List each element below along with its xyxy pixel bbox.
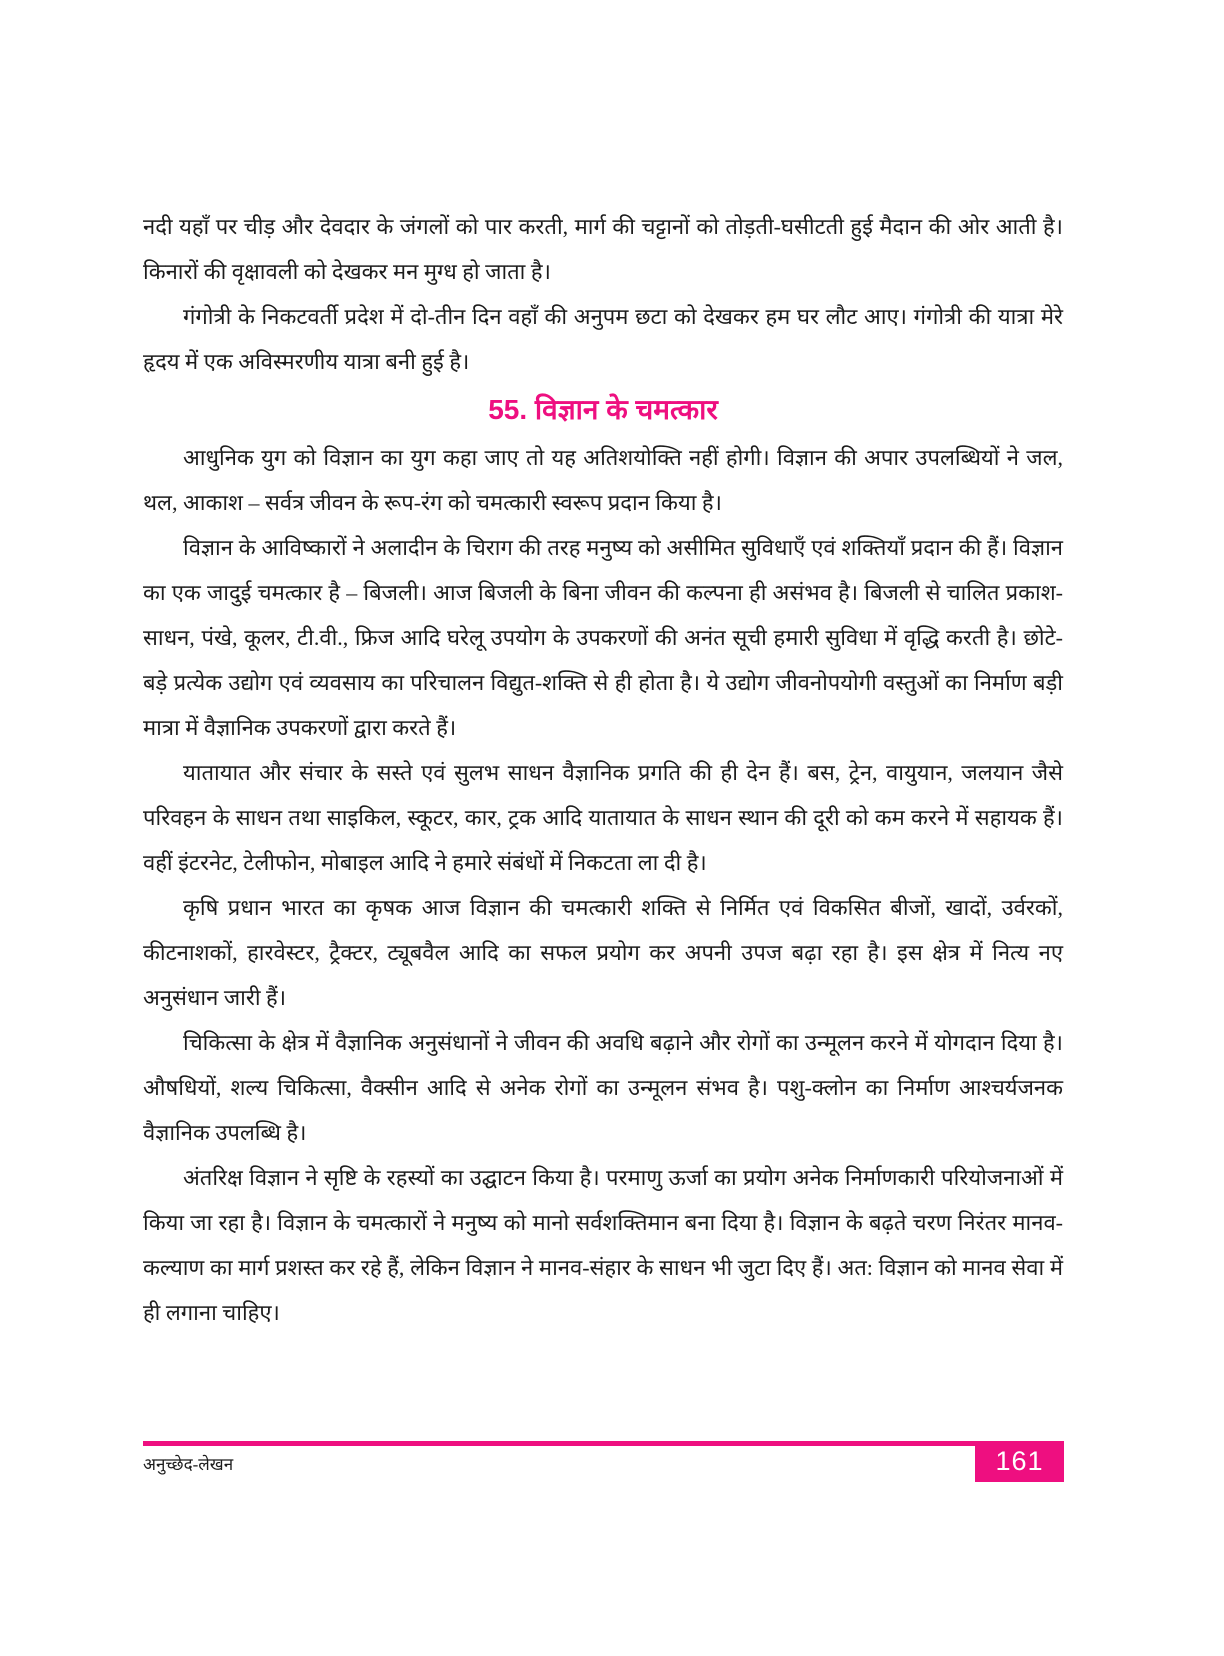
paragraph: कृषि प्रधान भारत का कृषक आज विज्ञान की चमत्कारी शक्ति से निर्मित एवं विकसित बीजों, खादों, उर्वरकों, कीटनाशकों, हारवेस्टर, ट्रैक्टर, ट्यूबवैल आदि का सफल प्रयोग कर अपनी उपज बढ़ा रहा है। इस क्षेत्र में नित्य नए अनुसंधान जारी हैं।	[143, 895, 1063, 1010]
page-number-badge	[975, 1441, 1064, 1482]
footer-chapter-label: अनुच्छेद-लेखन	[143, 1455, 234, 1474]
paragraph: विज्ञान के आविष्कारों ने अलादीन के चिराग की तरह मनुष्य को असीमित सुविधाएँ एवं शक्तियाँ प्रदान की हैं। विज्ञान का एक जादुई चमत्कार है – बिजली। आज बिजली के बिना जीवन की कल्पना ही असंभव है। बिजली से चालित प्रकाश-साधन, पंखे, कूलर, टी.वी., फ्रिज आदि घरेलू उपयोग के उपकरणों की अनंत सूची हमारी सुविधा में वृद्धि करती है। छोटे-बड़े प्रत्येक उद्योग एवं व्यवसाय का परिचालन विद्युत-शक्ति से ही होता है। ये उद्योग जीवनोपयोगी वस्तुओं का निर्माण बड़ी मात्रा में वैज्ञानिक उपकरणों द्वारा करते हैं।	[143, 535, 1063, 740]
paragraph: गंगोत्री के निकटवर्ती प्रदेश में दो-तीन दिन वहाँ की अनुपम छटा को देखकर हम घर लौट आए। गंगोत्री की यात्रा मेरे हृदय में एक अविस्मरणीय यात्रा बनी हुई है।	[143, 304, 1063, 374]
paragraph: यातायात और संचार के सस्ते एवं सुलभ साधन वैज्ञानिक प्रगति की ही देन हैं। बस, ट्रेन, वायुयान, जलयान जैसे परिवहन के साधन तथा साइकिल, स्कूटर, कार, ट्रक आदि यातायात के साधन स्थान की दूरी को कम करने में सहायक हैं। वहीं इंटरनेट, टेलीफोन, मोबाइल आदि ने हमारे संबंधों में निकटता ला दी है।	[143, 760, 1063, 875]
page-number: 161	[995, 1446, 1044, 1476]
section-heading: 55. विज्ञान के चमत्कार	[488, 394, 718, 425]
paragraph: नदी यहाँ पर चीड़ और देवदार के जंगलों को पार करती, मार्ग की चट्टानों को तोड़ती-घसीटती हुई मैदान की ओर आती है। किनारों की वृक्षावली को देखकर मन मुग्ध हो जाता है।	[143, 214, 1063, 284]
footer-rule	[143, 1441, 975, 1446]
paragraph: चिकित्सा के क्षेत्र में वैज्ञानिक अनुसंधानों ने जीवन की अवधि बढ़ाने और रोगों का उन्मूलन करने में योगदान दिया है। औषधियों, शल्य चिकित्सा, वैक्सीन आदि से अनेक रोगों का उन्मूलन संभव है। पशु-क्लोन का निर्माण आश्चर्यजनक वैज्ञानिक उपलब्धि है।	[143, 1030, 1063, 1145]
paragraph: आधुनिक युग को विज्ञान का युग कहा जाए तो यह अतिशयोक्ति नहीं होगी। विज्ञान की अपार उपलब्धियों ने जल, थल, आकाश – सर्वत्र जीवन के रूप-रंग को चमत्कारी स्वरूप प्रदान किया है।	[143, 445, 1063, 515]
paragraph: अंतरिक्ष विज्ञान ने सृष्टि के रहस्यों का उद्घाटन किया है। परमाणु ऊर्जा का प्रयोग अनेक निर्माणकारी परियोजनाओं में किया जा रहा है। विज्ञान के चमत्कारों ने मनुष्य को मानो सर्वशक्तिमान बना दिया है। विज्ञान के बढ़ते चरण निरंतर मानव-कल्याण का मार्ग प्रशस्त कर रहे हैं, लेकिन विज्ञान ने मानव-संहार के साधन भी जुटा दिए हैं। अत: विज्ञान को मानव सेवा में ही लगाना चाहिए।	[143, 1165, 1063, 1325]
article-content	[143, 204, 1063, 1335]
